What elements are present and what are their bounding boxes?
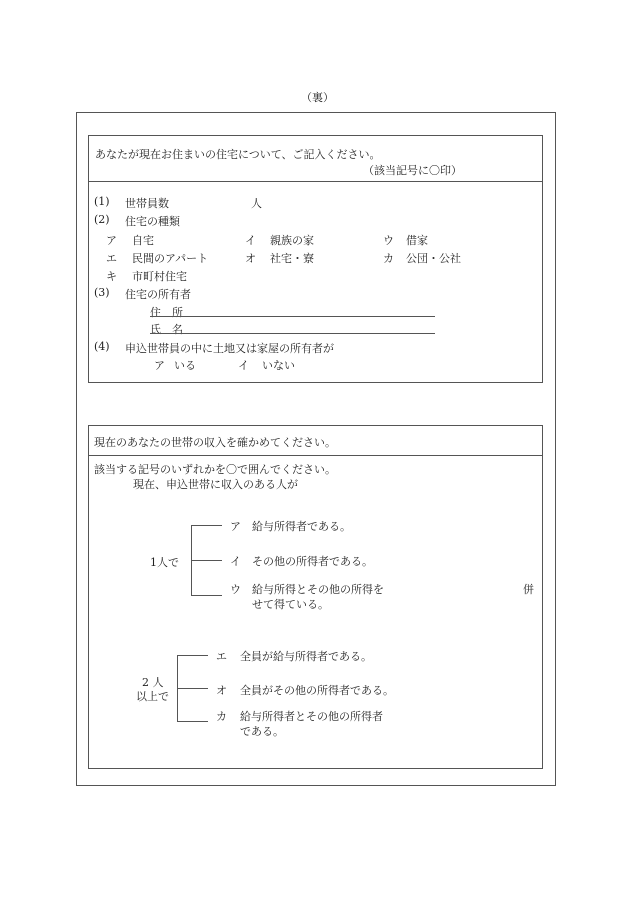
q1-number: (1) [94, 195, 110, 208]
q4-label: 申込世帯員の中に土地又は家屋の所有者が [125, 342, 334, 355]
housing-header-note: （該当記号に〇印） [363, 164, 462, 177]
q2-option-mark[interactable]: イ [245, 234, 256, 247]
q3-number: (3) [94, 286, 110, 299]
q2-option-text: 社宅・寮 [270, 252, 314, 265]
group1-label: 1人で [150, 556, 179, 569]
income-header: 現在のあなたの世帯の収入を確かめてください。 [94, 436, 336, 449]
income-option-text: 給与所得者である。 [252, 520, 351, 533]
income-header-divider [88, 455, 543, 456]
q2-option-mark[interactable]: エ [106, 252, 117, 265]
income-instruction: 該当する記号のいずれかを〇で囲んでください。 [94, 463, 336, 476]
q4-number: (4) [94, 340, 110, 353]
q2-option-text: 民間のアパート [132, 252, 209, 265]
income-option-mark[interactable]: エ [216, 650, 227, 663]
income-option-text: 給与所得とその他の所得を [252, 583, 384, 596]
q2-option-text: 借家 [406, 234, 428, 247]
q2-number: (2) [94, 213, 110, 226]
group2-bracket-branch [177, 655, 208, 656]
owner-address-label: 住 所 [150, 306, 183, 319]
q4-option-text: いる [174, 359, 196, 372]
group2-label: 2 人 [142, 676, 164, 689]
q4-option-text: いない [262, 359, 295, 372]
income-option-text: 全員がその他の所得者である。 [240, 684, 394, 697]
income-option-text: 全員が給与所得者である。 [240, 650, 372, 663]
income-option-text-trail: 併 [523, 583, 534, 596]
income-option-mark[interactable]: オ [216, 684, 227, 697]
q2-option-text: 市町村住宅 [132, 270, 187, 283]
income-option-text-continued: である。 [240, 725, 284, 738]
housing-header-divider [88, 181, 543, 182]
q4-option-mark[interactable]: ア [154, 359, 165, 372]
q2-option-text: 公団・公社 [406, 252, 461, 265]
group2-bracket-branch [177, 688, 208, 689]
q3-label: 住宅の所有者 [125, 288, 191, 301]
group1-bracket-branch [191, 595, 222, 596]
q2-option-text: 親族の家 [270, 234, 314, 247]
owner-name-label: 氏 名 [150, 323, 183, 336]
q2-option-mark[interactable]: オ [245, 252, 256, 265]
q4-option-mark[interactable]: イ [238, 359, 249, 372]
q2-option-mark[interactable]: カ [383, 252, 394, 265]
income-option-text: 給与所得者とその他の所得者 [240, 710, 383, 723]
owner-address-field[interactable] [150, 316, 435, 317]
group1-bracket-branch [191, 560, 222, 561]
income-option-text: その他の所得者である。 [252, 555, 373, 568]
income-option-mark[interactable]: ウ [230, 583, 241, 596]
q2-label: 住宅の種類 [125, 215, 180, 228]
q2-option-mark[interactable]: ウ [383, 234, 394, 247]
owner-name-field[interactable] [150, 333, 435, 334]
q1-label: 世帯員数 [125, 197, 169, 210]
income-option-mark[interactable]: カ [216, 710, 227, 723]
group1-bracket-branch [191, 525, 222, 526]
income-option-mark[interactable]: イ [230, 555, 241, 568]
housing-header: あなたが現在お住まいの住宅について、ご記入ください。 [95, 148, 381, 161]
income-option-mark[interactable]: ア [230, 520, 241, 533]
group2-label: 以上で [136, 690, 169, 703]
group2-bracket-branch [177, 721, 208, 722]
q1-unit: 人 [251, 197, 262, 210]
page-label: （裏） [301, 91, 334, 104]
q2-option-mark[interactable]: キ [106, 270, 117, 283]
q2-option-text: 自宅 [132, 234, 154, 247]
income-option-text-continued: せて得ている。 [252, 598, 329, 611]
income-subinstruction: 現在、申込世帯に収入のある人が [133, 478, 298, 491]
q2-option-mark[interactable]: ア [106, 234, 117, 247]
